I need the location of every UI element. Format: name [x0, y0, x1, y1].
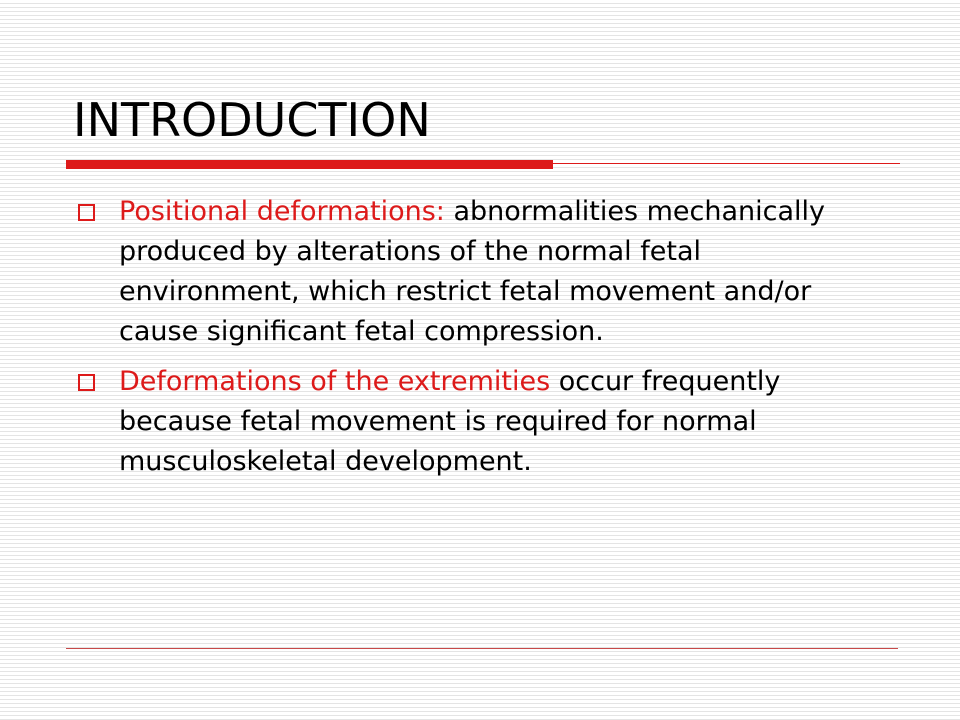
- bullet-text: abnormalities mechanically produced by alterations of the normal fetal environment, which restrict fetal movement and/or cause significant fetal compression.: [119, 196, 826, 347]
- slide-title: INTRODUCTION: [73, 93, 431, 147]
- bullet-highlight: Deformations of the extremities: [119, 366, 551, 397]
- square-bullet-icon: [78, 374, 95, 391]
- bullet-item: [73, 362, 873, 482]
- bullet-list: [73, 192, 873, 492]
- bullet-text: occur frequently because fetal movement is required for normal musculoskeletal development.: [119, 366, 781, 477]
- footer-divider: [66, 648, 898, 649]
- square-bullet-icon: [78, 204, 95, 221]
- title-underline-thin: [553, 163, 900, 164]
- title-underline-accent: [66, 160, 553, 169]
- bullet-item: [73, 192, 873, 352]
- bullet-highlight: Positional deformations:: [119, 196, 445, 227]
